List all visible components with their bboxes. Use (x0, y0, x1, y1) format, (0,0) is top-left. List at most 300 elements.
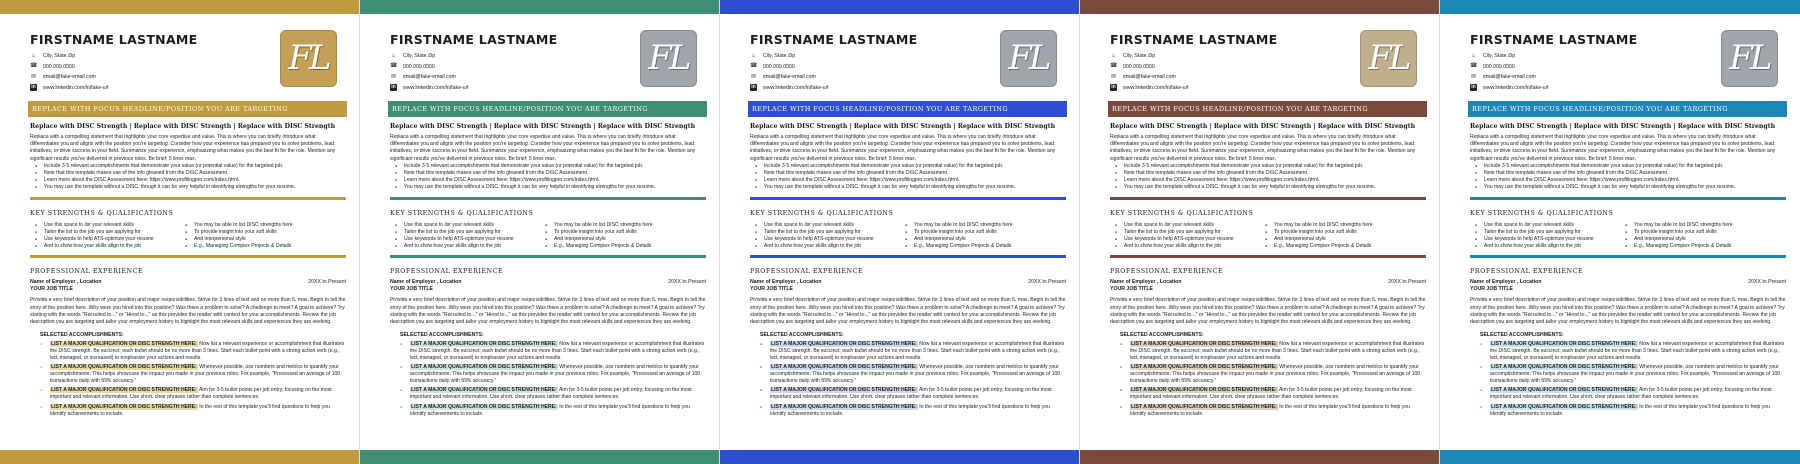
phone-icon: ☎ (1110, 63, 1118, 70)
accomplishment-text: Now list a relevant experience or accomplishment that illustrates the DISC strength. Be succinct; each bullet should be no more than 3 lines. Start each bullet point with a strong action verb (e.g., led, managed, or increased) to emphasize your actions and results. (50, 340, 345, 361)
bullet-item: ● And to show how your skills align to the job (750, 243, 900, 250)
accomplishment-label: LIST A MAJOR QUALIFICATION OR DISC STRENGTH HERE: (1131, 403, 1277, 410)
employer-name: Name of Employer , Location (390, 279, 462, 286)
key-strengths-left (390, 222, 540, 251)
contact-text: City, State Zip (403, 53, 436, 60)
bullet-item: ● Use this space to list your relevant skills (750, 222, 900, 229)
bullet-icon: ● (40, 365, 43, 370)
accomplishment-text: Now list a relevant experience or accomplishment that illustrates the DISC strength. Be succinct; each bullet should be no more than 3 lines. Start each bullet point with a strong action verb (e.g., led, managed, or increased) to emphasize your actions and results. (1130, 340, 1425, 361)
summary-paragraph: Replace with a compelling statement that highlights your core expertise and value. This is where you can briefly introduce what differentiates you and aligns with the position you're targeting. Consider how your experience has prepared you to solve problems, lead initiatives, or drive success in your field. Summarize your experience, emphasizing what makes you the best fit for the role. Mention any significant results you've delivered in previous roles. Be brief; 5 lines max. (1110, 134, 1416, 162)
contact-row (30, 51, 198, 62)
bullet-item: ● E.g., Managing Complex Projects & Details (1620, 243, 1770, 250)
key-strengths-left (1110, 222, 1260, 251)
contact-row (1470, 72, 1638, 83)
email-icon: ✉ (1110, 73, 1117, 80)
bullet-item: ● And interpersonal style (540, 236, 690, 243)
bullet-item: ● And to show how your skills align to the job (390, 243, 540, 250)
home-icon: ⌂ (751, 52, 756, 59)
employer-row (30, 279, 346, 285)
experience-heading: PROFESSIONAL EXPERIENCE (1470, 267, 1584, 276)
bullet-item: ● Use keywords to help ATS-optimize your resume (390, 236, 540, 243)
job-title: YOUR JOB TITLE (1470, 286, 1513, 293)
bullet-item: ● You may use the template without a DISC, though it can be very helpful in identifying strengths for your resume. (1470, 184, 1778, 191)
bullet-item: ● You may be able to list DISC strengths here (1260, 222, 1410, 229)
headline-banner: REPLACE WITH FOCUS HEADLINE/POSITION YOU ARE TARGETING (388, 101, 707, 117)
contact-text[interactable]: www.linkedin.com/in/fake-url (1483, 84, 1549, 91)
disc-strengths-line: Replace with DISC Strength | Replace with DISC Strength | Replace with DISC Strength (390, 123, 696, 130)
headline-banner: REPLACE WITH FOCUS HEADLINE/POSITION YOU ARE TARGETING (28, 101, 347, 117)
accomplishments-list (30, 340, 345, 418)
experience-heading: PROFESSIONAL EXPERIENCE (30, 267, 144, 276)
bullet-item: ● To provide insight into your soft skills (1260, 229, 1410, 236)
accomplishment-text: Whenever possible, use numbers and metrics to quantify your accomplishments. This helps showcase the impact you made in your previous roles. For example, "Processed an average of 100 transactions daily with 99% accuracy." (770, 364, 1061, 385)
bullet-item: ● You may be able to list DISC strengths here (540, 222, 690, 229)
accomplishment-item (1470, 364, 1786, 385)
key-strengths-right (900, 222, 1050, 251)
contact-text[interactable]: email@fake-email.com (43, 74, 96, 81)
home-icon: ⌂ (1471, 52, 1476, 59)
accomplishment-text: Aim for 3-5 bullet points per job entry, focusing on the most important and relevant information. Use short, clear phrases rather than complete sentences. (1490, 387, 1772, 401)
section-divider (1110, 197, 1426, 200)
bullet-icon: ● (1120, 404, 1123, 409)
contact-text: 000.000.0000 (403, 63, 435, 70)
job-title: YOUR JOB TITLE (1110, 286, 1153, 293)
accomplishment-text: In the rest of this template you'll find questions to help you identify achievements to include. (1130, 403, 1410, 417)
accomplishment-label: LIST A MAJOR QUALIFICATION OR DISC STRENGTH HERE: (411, 364, 557, 371)
bullet-item: ● Use keywords to help ATS-optimize your resume (1110, 236, 1260, 243)
job-description: Provide a very brief description of your position and major responsibilities. Strive for 3 lines of text and no more than 5, max. Begin to tell the story of the position here. Why were you hired into this position? Was there a problem to solve? A challenge to meet? A goal to achieve? Try starting with the words "Recruited to..." or "Hired to..." as this provides the reader with context for your accomplishments. Review the job description you are targeting and tailor your employment history to highlight the most relevant skills and experiences they are seeking. (1470, 297, 1786, 325)
phone-icon: ☎ (30, 63, 38, 70)
key-strengths-grid (750, 222, 1057, 251)
candidate-name: FIRSTNAME LASTNAME (1470, 32, 1638, 47)
initials-logo (280, 30, 337, 87)
headline-banner: REPLACE WITH FOCUS HEADLINE/POSITION YOU ARE TARGETING (1108, 101, 1427, 117)
job-title: YOUR JOB TITLE (30, 286, 73, 293)
employer-name: Name of Employer , Location (1110, 279, 1182, 286)
bullet-icon: ● (1480, 388, 1483, 393)
linkedin-icon: in (31, 84, 36, 91)
job-title: YOUR JOB TITLE (390, 286, 433, 293)
key-strengths-grid (390, 222, 697, 251)
accomplishment-label: LIST A MAJOR QUALIFICATION OR DISC STRENGTH HERE: (771, 403, 917, 410)
employer-row (750, 279, 1066, 285)
job-description: Provide a very brief description of your position and major responsibilities. Strive for 3 lines of text and no more than 5, max. Begin to tell the story of the position here. Why were you hired into this position? Was there a problem to solve? A challenge to meet? A goal to achieve? Try starting with the words "Recruited to..." or "Hired to..." as this provides the reader with context for your accomplishments. Review the job description you are targeting and tailor your employment history to highlight the most relevant skills and experiences they are seeking. (750, 297, 1066, 325)
contact-text: City, State Zip (1483, 53, 1516, 60)
resume-page-green[interactable] (360, 0, 720, 464)
accomplishment-label: LIST A MAJOR QUALIFICATION OR DISC STRENGTH HERE: (771, 387, 917, 394)
accomplishment-label: LIST A MAJOR QUALIFICATION OR DISC STRENGTH HERE: (1131, 387, 1277, 394)
contact-row (750, 51, 918, 62)
contact-row (750, 72, 918, 83)
bullet-icon: ● (400, 388, 403, 393)
bullet-icon: ● (760, 388, 763, 393)
contact-row (1470, 62, 1638, 73)
section-divider (1470, 255, 1786, 258)
bullet-item: ● Tailor the list to the job you are applying for (30, 229, 180, 236)
bullet-item: ● Learn more about the DISC Assessment here: https://www.profilingpro.com/index.html. (1470, 177, 1778, 184)
contact-row (1470, 51, 1638, 62)
bullet-item: ● You may use the template without a DISC, though it can be very helpful in identifying strengths for your resume. (30, 184, 337, 191)
accomplishment-label: LIST A MAJOR QUALIFICATION OR DISC STRENGTH HERE: (1131, 364, 1277, 371)
employer-name: Name of Employer , Location (1470, 279, 1542, 286)
summary-bullets (1470, 163, 1778, 192)
bullet-icon: ● (1120, 341, 1123, 346)
bullet-icon: ● (1480, 365, 1483, 370)
bullet-item: ● To provide insight into your soft skills (900, 229, 1050, 236)
bullet-item: ● Use keywords to help ATS-optimize your resume (30, 236, 180, 243)
email-icon: ✉ (30, 73, 37, 80)
headline-banner: REPLACE WITH FOCUS HEADLINE/POSITION YOU ARE TARGETING (1468, 101, 1787, 117)
disc-strengths-line: Replace with DISC Strength | Replace with DISC Strength | Replace with DISC Strength (1110, 123, 1416, 130)
accomplishment-text: In the rest of this template you'll find questions to help you identify achievements to include. (770, 403, 1050, 417)
accomplishment-text: In the rest of this template you'll find questions to help you identify achievements to include. (50, 403, 330, 417)
accomplishment-text: Now list a relevant experience or accomplishment that illustrates the DISC strength. Be succinct; each bullet should be no more than 3 lines. Start each bullet point with a strong action verb (e.g., led, managed, or increased) to emphasize your actions and results. (410, 340, 705, 361)
contact-text[interactable]: www.linkedin.com/in/fake-url (1123, 84, 1189, 91)
accomplishments-list (390, 340, 705, 418)
bottom-color-bar (360, 450, 719, 464)
accomplishment-label: LIST A MAJOR QUALIFICATION OR DISC STRENGTH HERE: (51, 387, 197, 394)
bullet-icon: ● (400, 404, 403, 409)
accomplishment-label: LIST A MAJOR QUALIFICATION OR DISC STRENGTH HERE: (411, 340, 557, 347)
contact-text: 000.000.0000 (1483, 63, 1515, 70)
accomplishment-item (750, 364, 1066, 385)
accomplishment-text: Aim for 3-5 bullet points per job entry, focusing on the most important and relevant information. Use short, clear phrases rather than complete sentences. (410, 387, 692, 401)
contact-row (1110, 72, 1278, 83)
bullet-icon: ● (760, 404, 763, 409)
top-color-bar (1440, 0, 1800, 14)
accomplishment-label: LIST A MAJOR QUALIFICATION OR DISC STRENGTH HERE: (771, 364, 917, 371)
contact-block (30, 51, 198, 93)
employment-dates: 20XX to Present (1028, 279, 1066, 286)
employer-row (1470, 279, 1786, 285)
email-icon: ✉ (750, 73, 757, 80)
bullet-item: ● Learn more about the DISC Assessment here: https://www.profilingpro.com/index.html. (1110, 177, 1417, 184)
bullet-item: ● Note that this template makes use of the info gleaned from the DISC Assessment. (390, 170, 697, 177)
bullet-item: ● Use this space to list your relevant skills (30, 222, 180, 229)
bullet-icon: ● (1120, 388, 1123, 393)
accomplishment-text: Now list a relevant experience or accomplishment that illustrates the DISC strength. Be succinct; each bullet should be no more than 3 lines. Start each bullet point with a strong action verb (e.g., led, managed, or increased) to emphasize your actions and results. (1490, 340, 1785, 361)
accomplishments-heading: SELECTED ACCOMPLISHMENTS: (400, 331, 484, 338)
accomplishment-label: LIST A MAJOR QUALIFICATION OR DISC STRENGTH HERE: (411, 387, 557, 394)
linkedin-icon: in (1111, 84, 1116, 91)
bullet-item: ● Use this space to list your relevant skills (1110, 222, 1260, 229)
employment-dates: 20XX to Present (1748, 279, 1786, 286)
bullet-item: ● Note that this template makes use of the info gleaned from the DISC Assessment. (1470, 170, 1778, 177)
contact-text[interactable]: www.linkedin.com/in/fake-url (763, 84, 829, 91)
linkedin-icon: in (1471, 84, 1476, 91)
candidate-name: FIRSTNAME LASTNAME (30, 32, 198, 47)
accomplishment-item (1470, 387, 1786, 401)
employment-dates: 20XX to Present (308, 279, 346, 286)
key-strengths-grid (1470, 222, 1778, 251)
accomplishment-item (1470, 404, 1786, 418)
job-title: YOUR JOB TITLE (750, 286, 793, 293)
initials-logo-text: FL (1729, 38, 1770, 78)
accomplishment-item (750, 341, 1066, 362)
key-strengths-left (30, 222, 180, 251)
key-strengths-heading: KEY STRENGTHS & QUALIFICATIONS (30, 208, 174, 217)
accomplishment-text: Whenever possible, use numbers and metrics to quantify your accomplishments. This helps showcase the impact you made in your previous roles. For example, "Processed an average of 100 transactions daily with 99% accuracy." (410, 364, 701, 385)
contact-text[interactable]: email@fake-email.com (1123, 74, 1176, 81)
key-strengths-heading: KEY STRENGTHS & QUALIFICATIONS (1470, 208, 1614, 217)
summary-paragraph: Replace with a compelling statement that highlights your core expertise and value. This is where you can briefly introduce what differentiates you and aligns with the position you're targeting. Consider how your experience has prepared you to solve problems, lead initiatives, or drive success in your field. Summarize your experience, emphasizing what makes you the best fit for the role. Mention any significant results you've delivered in previous roles. Be brief; 5 lines max. (1470, 134, 1776, 162)
contact-row (30, 62, 198, 73)
accomplishments-list (1110, 340, 1425, 418)
accomplishment-text: Whenever possible, use numbers and metrics to quantify your accomplishments. This helps showcase the impact you made in your previous roles. For example, "Processed an average of 100 transactions daily with 99% accuracy." (50, 364, 341, 385)
accomplishment-item (1110, 404, 1426, 418)
contact-text[interactable]: www.linkedin.com/in/fake-url (43, 84, 109, 91)
disc-strengths-line: Replace with DISC Strength | Replace with DISC Strength | Replace with DISC Strength (1470, 123, 1776, 130)
accomplishment-label: LIST A MAJOR QUALIFICATION OR DISC STRENGTH HERE: (1491, 387, 1637, 394)
accomplishment-item (750, 404, 1066, 418)
bullet-item: ● You may be able to list DISC strengths here (180, 222, 330, 229)
phone-icon: ☎ (390, 63, 398, 70)
employer-name: Name of Employer , Location (750, 279, 822, 286)
accomplishment-item (1110, 341, 1426, 362)
bullet-item: ● E.g., Managing Complex Projects & Details (540, 243, 690, 250)
bullet-item: ● Tailor the list to the job you are applying for (1470, 229, 1620, 236)
bullet-item: ● Note that this template makes use of the info gleaned from the DISC Assessment. (30, 170, 337, 177)
contact-text[interactable]: www.linkedin.com/in/fake-url (403, 84, 469, 91)
section-divider (30, 255, 346, 258)
accomplishment-item (1110, 387, 1426, 401)
accomplishment-label: LIST A MAJOR QUALIFICATION OR DISC STRENGTH HERE: (1491, 403, 1637, 410)
contact-row (1110, 83, 1278, 94)
bullet-item: ● Tailor the list to the job you are applying for (1110, 229, 1260, 236)
accomplishment-item (1470, 341, 1786, 362)
accomplishment-item (30, 404, 346, 418)
top-color-bar (1080, 0, 1439, 14)
contact-text[interactable]: email@fake-email.com (763, 74, 816, 81)
section-divider (1110, 255, 1426, 258)
key-strengths-heading: KEY STRENGTHS & QUALIFICATIONS (390, 208, 534, 217)
section-divider (30, 197, 346, 200)
bullet-item: ● To provide insight into your soft skills (1620, 229, 1770, 236)
contact-text: 000.000.0000 (763, 63, 795, 70)
key-strengths-heading: KEY STRENGTHS & QUALIFICATIONS (750, 208, 894, 217)
employment-dates: 20XX to Present (668, 279, 706, 286)
contact-row (750, 62, 918, 73)
contact-text: City, State Zip (1123, 53, 1156, 60)
contact-text: 000.000.0000 (1123, 63, 1155, 70)
accomplishment-item (750, 387, 1066, 401)
candidate-name: FIRSTNAME LASTNAME (750, 32, 918, 47)
initials-logo-text: FL (1368, 38, 1409, 78)
bullet-item: ● Note that this template makes use of the info gleaned from the DISC Assessment. (750, 170, 1057, 177)
linkedin-icon: in (391, 84, 396, 91)
initials-logo (1000, 30, 1057, 87)
key-strengths-left (750, 222, 900, 251)
home-icon: ⌂ (391, 52, 396, 59)
resume-page-teal[interactable] (1440, 0, 1800, 464)
bullet-item: ● Include 3-5 relevant accomplishments that demonstrate your value (or potential value) for the targeted job. (30, 163, 337, 170)
home-icon: ⌂ (1111, 52, 1116, 59)
resume-page-gold[interactable] (0, 0, 360, 464)
top-color-bar (360, 0, 719, 14)
bullet-item: ● Use this space to list your relevant skills (1470, 222, 1620, 229)
employer-row (1110, 279, 1426, 285)
contact-row (30, 83, 198, 94)
contact-row (390, 72, 558, 83)
email-icon: ✉ (390, 73, 397, 80)
bullet-icon: ● (40, 388, 43, 393)
contact-text[interactable]: email@fake-email.com (1483, 74, 1536, 81)
key-strengths-right (180, 222, 330, 251)
candidate-name: FIRSTNAME LASTNAME (1110, 32, 1278, 47)
summary-paragraph: Replace with a compelling statement that highlights your core expertise and value. This is where you can briefly introduce what differentiates you and aligns with the position you're targeting. Consider how your experience has prepared you to solve problems, lead initiatives, or drive success in your field. Summarize your experience, emphasizing what makes you the best fit for the role. Mention any significant results you've delivered in previous roles. Be brief; 5 lines max. (30, 134, 336, 162)
accomplishment-item (390, 404, 706, 418)
bullet-item: ● Include 3-5 relevant accomplishments that demonstrate your value (or potential value) for the targeted job. (1110, 163, 1417, 170)
bullet-item: ● Learn more about the DISC Assessment here: https://www.profilingpro.com/index.html. (390, 177, 697, 184)
section-divider (1470, 197, 1786, 200)
accomplishment-text: In the rest of this template you'll find questions to help you identify achievements to include. (1490, 403, 1770, 417)
bullet-item: ● E.g., Managing Complex Projects & Details (1260, 243, 1410, 250)
bullet-item: ● Use keywords to help ATS-optimize your resume (750, 236, 900, 243)
contact-text[interactable]: email@fake-email.com (403, 74, 456, 81)
bullet-item: ● And to show how your skills align to the job (30, 243, 180, 250)
candidate-name: FIRSTNAME LASTNAME (390, 32, 558, 47)
accomplishment-item (30, 387, 346, 401)
bullet-item: ● And to show how your skills align to the job (1110, 243, 1260, 250)
initials-logo (640, 30, 697, 87)
accomplishment-text: Aim for 3-5 bullet points per job entry, focusing on the most important and relevant information. Use short, clear phrases rather than complete sentences. (770, 387, 1052, 401)
initials-logo (1360, 30, 1417, 87)
key-strengths-right (1620, 222, 1770, 251)
linkedin-icon: in (751, 84, 756, 91)
bottom-color-bar (720, 450, 1079, 464)
accomplishment-text: Now list a relevant experience or accomplishment that illustrates the DISC strength. Be succinct; each bullet should be no more than 3 lines. Start each bullet point with a strong action verb (e.g., led, managed, or increased) to emphasize your actions and results. (770, 340, 1065, 361)
bullet-icon: ● (760, 341, 763, 346)
bullet-icon: ● (1480, 341, 1483, 346)
accomplishment-label: LIST A MAJOR QUALIFICATION OR DISC STRENGTH HERE: (51, 364, 197, 371)
contact-row (390, 83, 558, 94)
initials-logo-text: FL (1008, 38, 1049, 78)
key-strengths-grid (30, 222, 337, 251)
bullet-icon: ● (400, 341, 403, 346)
accomplishment-item (1110, 364, 1426, 385)
contact-text: City, State Zip (763, 53, 796, 60)
home-icon: ⌂ (31, 52, 36, 59)
experience-heading: PROFESSIONAL EXPERIENCE (1110, 267, 1224, 276)
contact-block (750, 51, 918, 93)
bullet-item: ● You may use the template without a DISC, though it can be very helpful in identifying strengths for your resume. (750, 184, 1057, 191)
bullet-icon: ● (760, 365, 763, 370)
bottom-color-bar (1440, 450, 1800, 464)
initials-logo-text: FL (648, 38, 689, 78)
bullet-item: ● And interpersonal style (1260, 236, 1410, 243)
key-strengths-left (1470, 222, 1620, 251)
accomplishment-item (390, 364, 706, 385)
bullet-item: ● E.g., Managing Complex Projects & Details (900, 243, 1050, 250)
summary-bullets (390, 163, 697, 192)
employer-row (390, 279, 706, 285)
accomplishments-list (750, 340, 1065, 418)
contact-text: 000.000.0000 (43, 63, 75, 70)
accomplishments-heading: SELECTED ACCOMPLISHMENTS: (40, 331, 124, 338)
contact-row (1110, 51, 1278, 62)
bottom-color-bar (0, 450, 359, 464)
section-divider (750, 197, 1066, 200)
bullet-item: ● Learn more about the DISC Assessment here: https://www.profilingpro.com/index.html. (750, 177, 1057, 184)
bullet-icon: ● (400, 365, 403, 370)
bullet-item: ● Include 3-5 relevant accomplishments that demonstrate your value (or potential value) for the targeted job. (1470, 163, 1778, 170)
bullet-item: ● E.g., Managing Complex Projects & Details (180, 243, 330, 250)
bullet-item: ● Include 3-5 relevant accomplishments that demonstrate your value (or potential value) for the targeted job. (390, 163, 697, 170)
section-divider (390, 255, 706, 258)
bullet-item: ● And interpersonal style (900, 236, 1050, 243)
summary-paragraph: Replace with a compelling statement that highlights your core expertise and value. This is where you can briefly introduce what differentiates you and aligns with the position you're targeting. Consider how your experience has prepared you to solve problems, lead initiatives, or drive success in your field. Summarize your experience, emphasizing what makes you the best fit for the role. Mention any significant results you've delivered in previous roles. Be brief; 5 lines max. (390, 134, 696, 162)
bullet-item: ● And interpersonal style (180, 236, 330, 243)
bullet-item: ● You may use the template without a DISC, though it can be very helpful in identifying strengths for your resume. (1110, 184, 1417, 191)
experience-heading: PROFESSIONAL EXPERIENCE (390, 267, 504, 276)
resume-page-blue[interactable] (720, 0, 1080, 464)
bullet-item: ● Tailor the list to the job you are applying for (390, 229, 540, 236)
resume-page-brown[interactable] (1080, 0, 1440, 464)
bullet-item: ● To provide insight into your soft skills (180, 229, 330, 236)
bullet-icon: ● (1480, 404, 1483, 409)
contact-row (1110, 62, 1278, 73)
bullet-item: ● Learn more about the DISC Assessment here: https://www.profilingpro.com/index.html. (30, 177, 337, 184)
bullet-icon: ● (1120, 365, 1123, 370)
accomplishment-item (30, 364, 346, 385)
accomplishment-item (30, 341, 346, 362)
disc-strengths-line: Replace with DISC Strength | Replace with DISC Strength | Replace with DISC Strength (750, 123, 1056, 130)
bullet-item: ● You may be able to list DISC strengths here (1620, 222, 1770, 229)
accomplishment-text: Whenever possible, use numbers and metrics to quantify your accomplishments. This helps showcase the impact you made in your previous roles. For example, "Processed an average of 100 transactions daily with 99% accuracy." (1130, 364, 1421, 385)
key-strengths-grid (1110, 222, 1417, 251)
bullet-item: ● And interpersonal style (1620, 236, 1770, 243)
bullet-item: ● Include 3-5 relevant accomplishments that demonstrate your value (or potential value) for the targeted job. (750, 163, 1057, 170)
employment-dates: 20XX to Present (1388, 279, 1426, 286)
bullet-item: ● Note that this template makes use of the info gleaned from the DISC Assessment. (1110, 170, 1417, 177)
accomplishment-label: LIST A MAJOR QUALIFICATION OR DISC STRENGTH HERE: (51, 340, 197, 347)
accomplishment-text: In the rest of this template you'll find questions to help you identify achievements to include. (410, 403, 690, 417)
initials-logo (1721, 30, 1778, 87)
accomplishments-heading: SELECTED ACCOMPLISHMENTS: (1480, 331, 1564, 338)
accomplishments-list (1470, 340, 1785, 418)
contact-row (30, 72, 198, 83)
bullet-item: ● You may be able to list DISC strengths here (900, 222, 1050, 229)
accomplishment-label: LIST A MAJOR QUALIFICATION OR DISC STRENGTH HERE: (1491, 364, 1637, 371)
accomplishment-label: LIST A MAJOR QUALIFICATION OR DISC STRENGTH HERE: (51, 403, 197, 410)
phone-icon: ☎ (750, 63, 758, 70)
bullet-icon: ● (40, 341, 43, 346)
accomplishment-label: LIST A MAJOR QUALIFICATION OR DISC STRENGTH HERE: (771, 340, 917, 347)
accomplishment-label: LIST A MAJOR QUALIFICATION OR DISC STRENGTH HERE: (1131, 340, 1277, 347)
section-divider (750, 255, 1066, 258)
contact-block (1110, 51, 1278, 93)
summary-bullets (1110, 163, 1417, 192)
contact-block (1470, 51, 1638, 93)
top-color-bar (0, 0, 359, 14)
top-color-bar (720, 0, 1079, 14)
job-description: Provide a very brief description of your position and major responsibilities. Strive for 3 lines of text and no more than 5, max. Begin to tell the story of the position here. Why were you hired into this position? Was there a problem to solve? A challenge to meet? A goal to achieve? Try starting with the words "Recruited to..." or "Hired to..." as this provides the reader with context for your accomplishments. Review the job description you are targeting and tailor your employment history to highlight the most relevant skills and experiences they are seeking. (1110, 297, 1426, 325)
bullet-item: ● Use this space to list your relevant skills (390, 222, 540, 229)
accomplishment-label: LIST A MAJOR QUALIFICATION OR DISC STRENGTH HERE: (1491, 340, 1637, 347)
accomplishment-text: Aim for 3-5 bullet points per job entry, focusing on the most important and relevant information. Use short, clear phrases rather than complete sentences. (50, 387, 332, 401)
summary-bullets (750, 163, 1057, 192)
bottom-color-bar (1080, 450, 1439, 464)
bullet-item: ● To provide insight into your soft skills (540, 229, 690, 236)
email-icon: ✉ (1470, 73, 1477, 80)
employer-name: Name of Employer , Location (30, 279, 102, 286)
bullet-item: ● Use keywords to help ATS-optimize your resume (1470, 236, 1620, 243)
accomplishments-heading: SELECTED ACCOMPLISHMENTS: (1120, 331, 1204, 338)
section-divider (390, 197, 706, 200)
bullet-item: ● You may use the template without a DISC, though it can be very helpful in identifying strengths for your resume. (390, 184, 697, 191)
key-strengths-right (1260, 222, 1410, 251)
accomplishment-label: LIST A MAJOR QUALIFICATION OR DISC STRENGTH HERE: (411, 403, 557, 410)
